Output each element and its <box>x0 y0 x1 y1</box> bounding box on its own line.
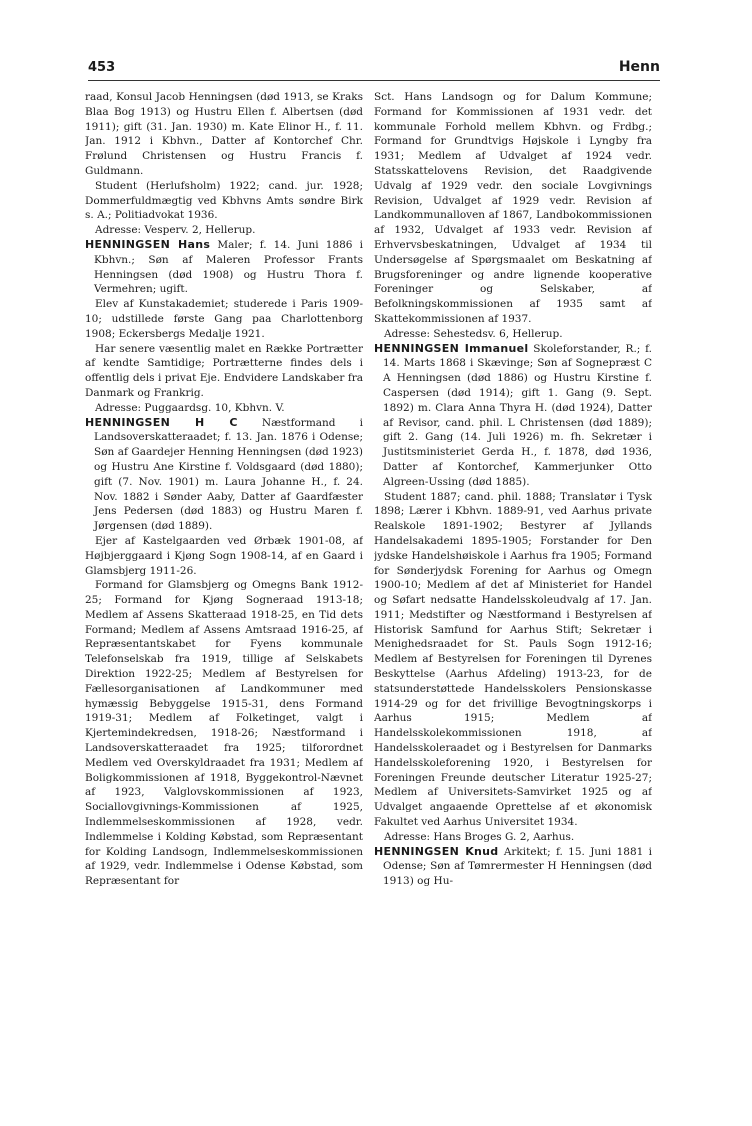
entry-paragraph <box>85 297 363 341</box>
entry-text: Student (Herlufsholm) 1922; cand. jur. 1928; Dommerfuldmægtig ved Kbhvns Amts søndre Birk s. A.; Politiadvokat 1936. <box>85 179 363 222</box>
entry-text: raad, Konsul Jacob Henningsen (død 1913, se Kraks Blaa Bog 1913) og Hustru Ellen f. Albertsen (død 1911); gift (31. Jan. 1930) m. Kate Elinor H., f. 11. Jan. 1912 i Kbhvn., Datter af Kontorchef Chr. Frølund Christensen og Hustru Francis f. Guldmann. <box>85 91 363 177</box>
entry-headword: HENNINGSEN Immanuel <box>374 341 529 355</box>
entry-text: Arkitekt; f. 15. Juni 1881 i Odense; Søn af Tømrermester H Henningsen (død 1913) og Hu- <box>383 845 652 888</box>
entry-text: Adresse: Sehestedsv. 6, Hellerup. <box>384 327 563 340</box>
entry-headword: HENNINGSEN Knud <box>374 844 499 858</box>
entry-paragraph <box>374 90 652 327</box>
page-number: 453 <box>88 60 116 75</box>
entry-paragraph <box>374 327 652 342</box>
entry-paragraph <box>85 534 363 578</box>
entry-text: Har senere væsentlig malet en Række Portrætter af kendte Samtidige; Portrætterne findes dels i offentlig dels i privat Eje. Endvidere Landskaber fra Danmark og Frankrig. <box>85 342 363 399</box>
right-column <box>374 90 652 1100</box>
biography-entry <box>85 416 363 534</box>
biography-entry <box>374 845 652 889</box>
running-head: Henn <box>618 59 660 75</box>
page-header <box>88 58 660 81</box>
biography-entry <box>85 238 363 297</box>
entry-paragraph <box>85 342 363 401</box>
entry-text: Elev af Kunstakademiet; studerede i Paris 1909-10; udstillede første Gang paa Charlottenborg 1908; Eckersbergs Medalje 1921. <box>85 298 363 340</box>
entry-headword: HENNINGSEN Hans <box>85 237 211 251</box>
entry-text: Skoleforstander, R.; f. 14. Marts 1868 i Skævinge; Søn af Sognepræst C A Henningsen (død 1886) og Hustru Kirstine f. Caspersen (død 1914); gift 1. Gang (9. Sept. 1892) m. Clara Anna Thyra H. (død 1924), Datter af Revisor, cand. phil. L Christensen (død 1889); gift 2. Gang (14. Juli 1926) m. fh. Sekretær i Justitsministeriet Gerda H., f. 1878, død 1936, Datter af Kontorchef, Kammerjunker Otto Algreen-Ussing (død 1885). <box>383 342 652 488</box>
entry-paragraph <box>85 90 363 179</box>
biography-entry <box>374 342 652 490</box>
entry-paragraph <box>85 401 363 416</box>
entry-paragraph <box>85 179 363 223</box>
entry-text: Formand for Glamsbjerg og Omegns Bank 1912-25; Formand for Kjøng Sogneraad 1913-18; Medlem af Assens Skatteraad 1918-25, en Tid dets Formand; Medlem af Assens Amtsraad 1916-25, af Repræsentantskabet for Fyens kommunale Telefonselskab fra 1919, tillige af Selskabets Direktion 1922-25; Medlem af Bestyrelsen for Fællesorganisationen af Landkommuner med hymæssig Bebyggelse 1915-31, dens Formand 1919-31; Medlem af Folketinget, valgt i Kjertemindekredsen, 1918-26; Næstformand i Landsoverskatteraadet fra 1925; tilforordnet Medlem ved Overskyldraadet fra 1931; Medlem af Boligkommissionen af 1918, Byggekontrol-Nævnet af 1923, Valglovskommissionen af 1923, Sociallovgivnings-Kommissionen af 1925, Indlemmelseskommissionen af 1928, vedr. Indlemmelse i Kolding Købstad, som Repræsentant for Kolding Landsogn, Indlemmelseskommissionen af 1929, vedr. Indlemmelse i Odense Købstad, som Repræsentant for <box>85 579 363 888</box>
entry-text: Adresse: Hans Broges G. 2, Aarhus. <box>384 830 575 843</box>
entry-text: Student 1887; cand. phil. 1888; Translatør i Tysk 1898; Lærer i Kbhvn. 1889-91, ved Aarhus private Realskole 1891-1902; Bestyrer af Jyllands Handelsakademi 1895-1905; Forstander for Den jydske Handelshøiskole i Aarhus fra 1905; Formand for Sønderjydsk Forening for Aarhus og Omegn 1900-10; Medlem af det af Ministeriet for Handel og Søfart nedsatte Handelsskoleudvalg af 17. Jan. 1911; Medstifter og Næstformand i Bestyrelsen af Historisk Samfund for Aarhus Stift; Sekretær i Menighedsraadet for St. Pauls Sogn 1912-16; Medlem af Bestyrelsen for Foreningen til Dyrenes Beskyttelse (Aarhus Afdeling) 1913-23, for de statsunderstøttede Handelsskolers Pensionskasse 1914-29 og for det frivillige Bevogtningskorps i Aarhus 1915; Medlem af Handelsskolekommissionen 1918, af Handelsskoleraadet og i Bestyrelsen for Danmarks Handelsskoleforening 1920, i Bestyrelsen for Foreningen Freunde deutscher Literatur 1925-27; Medlem af Universitets-Samvirket 1925 og af Udvalget angaaende Oprettelse af et økonomisk Fakultet ved Aarhus Universitet 1934. <box>374 490 652 829</box>
entry-text: Næstformand i Landsoverskatteraadet; f. 13. Jan. 1876 i Odense; Søn af Gaardejer Henning Henningsen (død 1923) og Hustru Ane Kirstine f. Voldsgaard (død 1880); gift (7. Nov. 1901) m. Laura Johanne H., f. 24. Nov. 1882 i Sønder Aaby, Datter af Gaardfæster Jens Pedersen (død 1883) og Hustru Maren f. Jørgensen (død 1889). <box>94 416 363 533</box>
left-column <box>85 90 363 1100</box>
entry-paragraph <box>374 830 652 845</box>
entry-text: Ejer af Kastelgaarden ved Ørbæk 1901-08, af Højbjerggaard i Kjøng Sogn 1908-14, af en Gaard i Glamsbjerg 1911-26. <box>85 534 363 577</box>
entry-paragraph <box>85 223 363 238</box>
entry-text: Maler; f. 14. Juni 1886 i Kbhvn.; Søn af Maleren Professor Frants Henningsen (død 1908) og Hustru Thora f. Vermehren; ugift. <box>94 238 363 296</box>
entry-headword: HENNINGSEN H C <box>85 415 238 429</box>
entry-paragraph <box>85 578 363 889</box>
entry-text: Adresse: Vesperv. 2, Hellerup. <box>95 224 256 237</box>
entry-text: Sct. Hans Landsogn og for Dalum Kommune; Formand for Kommissionen af 1931 vedr. det kommunale Forhold mellem Kbhvn. og Frdbg.; Formand for Grundtvigs Højskole i Lyngby fra 1931; Medlem af Udvalget af 1924 vedr. Statsskattelovens Revision, det Raadgivende Udvalg af 1929 vedr. den sociale Lovgivnings Revision, Udvalget af 1929 vedr. Revision af Landkommunalloven af 1867, Landbokommissionen af 1932, Udvalget af 1933 vedr. Revision af Erhvervsbeskatningen, Udvalget af 1934 til Undersøgelse af Spørgsmaalet om Beskatning af Brugsforeninger og andre lignende kooperative Foreninger og Selskaber, af Befolkningskommissionen af 1935 samt af Skattekommissionen af 1937. <box>374 91 652 325</box>
entry-text: Adresse: Puggaardsg. 10, Kbhvn. V. <box>95 401 285 414</box>
entry-paragraph <box>374 490 652 830</box>
